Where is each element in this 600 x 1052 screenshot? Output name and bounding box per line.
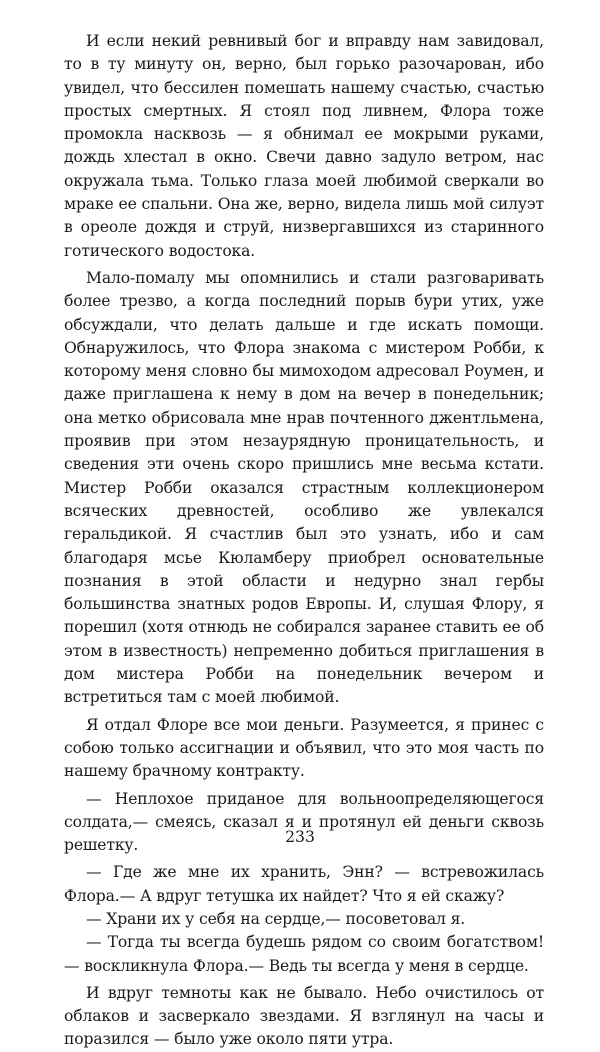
paragraph: И вдруг темноты как не бывало. Небо очистилось от облаков и засверкало звездами. Я взглянул на часы и поразился — было уже около пяти утра. [64,983,544,1049]
dialogue-line: — Храни их у себя на сердце,— посоветовал я. [86,909,466,928]
paragraph: Я отдал Флоре все мои деньги. Разумеется, я принес с собою только ассигнации и объявил, что это моя часть по нашему брачному контракту. [64,715,544,781]
dialogue-line: — Неплохое приданое для вольноопределяющегося солдата,— смеясь, сказал я и протянул ей деньги сквозь решетку. [64,789,544,855]
page-text [64,30,544,1052]
paragraph: И если некий ревнивый бог и вправду нам завидовал, то в ту минуту он, верно, был горько разочарован, ибо увидел, что бессилен помешать нашему счастью, счастью простых смертных. Я стоял под ливнем, Флора тоже промокла насквозь — я обнимал ее мокрыми руками, дождь хлестал в окно. Свечи давно задуло ветром, нас окружала тьма. Только глаза моей любимой сверкали во мраке ее спальни. Она же, верно, видела лишь мой силуэт в ореоле дождя и струй, низвергавшихся из старинного готического водостока. [64,32,544,260]
dialogue-line: — Тогда ты всегда будешь рядом со своим богатством! — воскликнула Флора.— Ведь ты всегда у меня в сердце. [64,933,544,975]
dialogue-line: — Где же мне их хранить, Энн? — встревожилась Флора.— А вдруг тетушка их найдет? Что я ей скажу? [64,863,544,905]
paragraph: Мало-помалу мы опомнились и стали разговаривать более трезво, а когда последний порыв бури утих, уже обсуждали, что делать дальше и где искать помощи. Обнаружилось, что Флора знакома с мистером Робби, к которому меня словно бы мимоходом адресовал Роумен, и даже приглашена к нему в дом на вечер в понедельник; она метко обрисовала мне нрав почтенного джентльмена, проявив при этом незаурядную проницательность, и сведения эти очень скоро пришлись мне весьма кстати. Мистер Робби оказался страстным коллекционером всяческих древностей, особливо же увлекался геральдикой. Я счастлив был это узнать, ибо и сам благодаря мсье Кюламберу приобрел основательные познания в этой области и недурно знал гербы большинства знатных родов Европы. И, слушая Флору, я порешил (хотя отнюдь не собирался заранее ставить ее об этом в известность) непременно добиться приглашения в дом мистера Робби на понедельник вечером и встретиться там с моей любимой. [64,268,544,707]
page-number: 233 [285,828,315,846]
